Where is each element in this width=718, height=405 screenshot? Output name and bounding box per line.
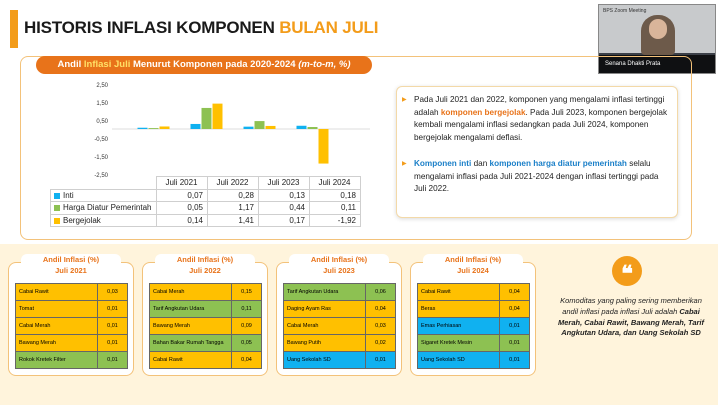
commodity-name: Cabai Merah	[16, 318, 98, 335]
table-row	[418, 352, 530, 369]
card-title-line: Andil Inflasi (%)	[42, 255, 100, 264]
table-row	[284, 335, 396, 352]
page-title: HISTORIS INFLASI KOMPONEN BULAN JULI	[24, 18, 379, 37]
commodity-name: Uang Sekolah SD	[284, 352, 366, 369]
commodity-name: Bawang Putih	[284, 335, 366, 352]
bar-0-3	[297, 126, 307, 129]
legend-swatch-bergejolak	[54, 218, 60, 224]
legend-swatch-inti	[54, 193, 60, 199]
commodity-card	[142, 262, 268, 376]
commodity-name: Cabai Rawit	[16, 284, 98, 301]
table-row	[16, 284, 128, 301]
commodity-name: Cabai Merah	[150, 284, 232, 301]
table-cell: 0,28	[208, 189, 259, 202]
table-row	[16, 352, 128, 369]
commodity-value: 0,06	[366, 284, 396, 301]
commodity-name: Tarif Angkutan Udara	[284, 284, 366, 301]
table-cell: 0,05	[157, 202, 208, 215]
commodity-name: Sigaret Kretek Mesin	[418, 335, 500, 352]
col-header: Juli 2021	[157, 177, 208, 190]
commodity-card-title	[155, 254, 255, 278]
card-period: Juli 2021	[55, 266, 87, 275]
table-row	[51, 202, 361, 215]
table-header-row	[51, 177, 361, 190]
commodity-name: Bawang Merah	[16, 335, 98, 352]
chart-panel-title: Andil Inflasi Juli Menurut Komponen pada 2020-2024 (m-to-m, %)	[36, 56, 372, 74]
table-cell: 0,18	[310, 189, 361, 202]
commodity-value: 0,11	[232, 301, 262, 318]
webcam-logos: BPS Zoom Meeting	[603, 8, 647, 14]
commodity-value: 0,01	[500, 318, 530, 335]
commodity-value: 0,01	[98, 301, 128, 318]
bar-1-2	[255, 121, 265, 129]
table-cell: 0,17	[259, 214, 310, 227]
table-row	[150, 335, 262, 352]
table-row	[284, 284, 396, 301]
table-row	[418, 335, 530, 352]
title-highlight: BULAN JULI	[279, 18, 379, 37]
table-row	[51, 214, 361, 227]
y-tick-label: 1,50	[96, 101, 108, 107]
bar-1-1	[202, 108, 212, 129]
commodity-table	[149, 283, 262, 369]
col-header: Juli 2024	[310, 177, 361, 190]
commodity-value: 0,01	[366, 352, 396, 369]
commodity-name: Bawang Merah	[150, 318, 232, 335]
commodity-table	[15, 283, 128, 369]
y-tick-label: -1,50	[94, 155, 108, 161]
commodity-value: 0,01	[500, 335, 530, 352]
bar-2-3	[319, 129, 329, 164]
bar-1-3	[308, 127, 318, 129]
table-cell: 1,17	[208, 202, 259, 215]
table-cell: 1,41	[208, 214, 259, 227]
commodity-name: Daging Ayam Ras	[284, 301, 366, 318]
presenter-face	[649, 19, 667, 39]
commodity-card-title	[21, 254, 121, 278]
commodity-table	[283, 283, 396, 369]
legend-label: Harga Diatur Pemerintah	[63, 203, 152, 213]
table-row	[51, 189, 361, 202]
col-header: Juli 2023	[259, 177, 310, 190]
commodity-card	[276, 262, 402, 376]
table-row	[150, 318, 262, 335]
table-row	[150, 301, 262, 318]
bar-2-1	[213, 104, 223, 129]
card-period: Juli 2023	[323, 266, 355, 275]
table-row	[418, 318, 530, 335]
commodity-name: Cabai Rawit	[150, 352, 232, 369]
quote-icon: ❝	[612, 256, 642, 286]
commodity-name: Rokok Kretek Filter	[16, 352, 98, 369]
bar-1-0	[149, 128, 159, 129]
commodity-value: 0,04	[500, 284, 530, 301]
commodity-name: Tarif Angkutan Udara	[150, 301, 232, 318]
table-row	[16, 318, 128, 335]
legend-swatch-hdp	[54, 205, 60, 211]
table-row	[284, 301, 396, 318]
table-row	[418, 301, 530, 318]
table-cell: 0,14	[157, 214, 208, 227]
bar-0-0	[138, 128, 148, 129]
commodity-value: 0,01	[98, 352, 128, 369]
commodity-card	[8, 262, 134, 376]
title-accent	[10, 10, 18, 48]
commodity-name: Bahan Bakar Rumah Tangga	[150, 335, 232, 352]
quote-text: Komoditas yang paling sering memberikan andil inflasi pada inflasi Juli adalah Cabai Merah, Cabai Rawit, Bawang Merah, Tarif Angkutan Udara, dan Uang Sekolah SD	[558, 296, 705, 338]
commodity-value: 0,03	[98, 284, 128, 301]
commodity-value: 0,09	[232, 318, 262, 335]
y-tick-label: 0,50	[96, 119, 108, 125]
card-period: Juli 2024	[457, 266, 489, 275]
table-cell: -1,92	[310, 214, 361, 227]
commodity-value: 0,05	[232, 335, 262, 352]
col-header: Juli 2022	[208, 177, 259, 190]
commodity-value: 0,02	[366, 335, 396, 352]
commodity-name: Emas Perhiasan	[418, 318, 500, 335]
commodity-value: 0,01	[500, 352, 530, 369]
commodity-card-title	[289, 254, 389, 278]
y-tick-label: -0,50	[94, 137, 108, 143]
commodity-name: Uang Sekolah SD	[418, 352, 500, 369]
commodity-value: 0,01	[98, 318, 128, 335]
commodity-card	[410, 262, 536, 376]
card-title-line: Andil Inflasi (%)	[176, 255, 234, 264]
legend-label: Inti	[63, 190, 74, 200]
table-row	[418, 284, 530, 301]
commodity-value: 0,04	[500, 301, 530, 318]
commodity-table	[417, 283, 530, 369]
commodity-value: 0,04	[232, 352, 262, 369]
y-tick-label: 2,50	[96, 83, 108, 89]
y-tick-label: -2,50	[94, 173, 108, 179]
table-row	[16, 301, 128, 318]
commodity-value: 0,03	[366, 318, 396, 335]
presenter-name: Senana Dhakti Prata	[599, 55, 715, 73]
table-row	[150, 352, 262, 369]
commodity-value: 0,04	[366, 301, 396, 318]
summary-bullet-2: ▶ Komponen inti dan komponen harga diatur pemerintah selalu mengalami inflasi pada Juli 2021-2024 dengan inflasi tertinggi pada Juli 2022.	[402, 158, 672, 196]
table-row	[284, 318, 396, 335]
commodity-value: 0,15	[232, 284, 262, 301]
bar-2-2	[266, 126, 276, 129]
table-row	[16, 335, 128, 352]
commodity-value: 0,01	[98, 335, 128, 352]
summary-bullet-1: ▶ Pada Juli 2021 dan 2022, komponen yang mengalami inflasi tertinggi adalah komponen bergejolak. Pada Juli 2023, komponen bergejolak kembali mengalami inflasi sedangkan pada Juli 2024, komponen bergejolak mengalami deflasi.	[402, 94, 672, 145]
card-title-line: Andil Inflasi (%)	[310, 255, 368, 264]
card-title-line: Andil Inflasi (%)	[444, 255, 502, 264]
legend-label: Bergejolak	[63, 215, 101, 225]
table-cell: 0,07	[157, 189, 208, 202]
commodity-name: Cabai Merah	[284, 318, 366, 335]
table-row	[284, 352, 396, 369]
bar-0-1	[191, 124, 201, 129]
table-cell: 0,11	[310, 202, 361, 215]
table-cell: 0,44	[259, 202, 310, 215]
bar-0-2	[244, 127, 254, 129]
chart-data-table	[50, 176, 361, 227]
table-row	[150, 284, 262, 301]
card-period: Juli 2022	[189, 266, 221, 275]
commodity-name: Beras	[418, 301, 500, 318]
bar-2-0	[160, 126, 170, 129]
commodity-card-title	[423, 254, 523, 278]
commodity-name: Tomat	[16, 301, 98, 318]
table-cell: 0,13	[259, 189, 310, 202]
commodity-name: Cabai Rawit	[418, 284, 500, 301]
